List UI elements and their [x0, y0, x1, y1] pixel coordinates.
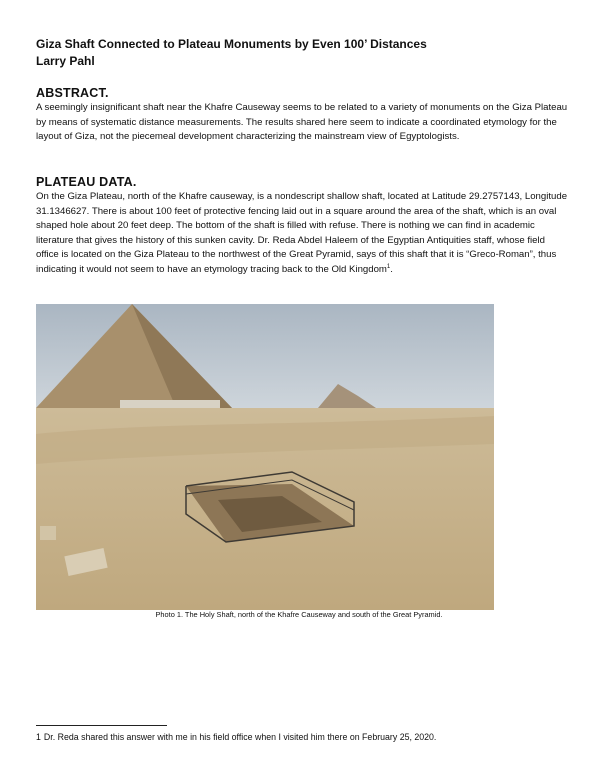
paper-title: Giza Shaft Connected to Plateau Monuments by Even 100’ Distances: [36, 37, 427, 51]
photo-illustration: [36, 304, 494, 610]
abstract-heading: ABSTRACT.: [36, 86, 109, 100]
abstract-text: A seemingly insignificant shaft near the Khafre Causeway seems to be related to a variety of monuments on the Giza Plateau by means of systematic distance measurements. The results shared here seem to indicate a coordinated etymology for the layout of Giza, not the piecemeal development characterizing the mainstream view of Egyptologists.: [36, 102, 568, 143]
footnote-divider: [36, 725, 167, 726]
photo-caption: Photo 1. The Holy Shaft, north of the Khafre Causeway and south of the Great Pyramid.: [155, 610, 443, 619]
plateau-data-end: .: [390, 263, 393, 275]
footnote-text: Dr. Reda shared this answer with me in his field office when I visited him there on February 25, 2020.: [43, 732, 437, 742]
stone-block-2: [40, 526, 56, 540]
holy-shaft-photo: [36, 304, 494, 610]
footnote-reference[interactable]: 1: [386, 263, 391, 270]
plateau-data-heading: PLATEAU DATA.: [36, 175, 137, 189]
plateau-data-text: [36, 190, 568, 278]
distant-building: [120, 400, 220, 408]
plateau-data-body: On the Giza Plateau, north of the Khafre causeway, is a nondescript shallow shaft, located at Latitude 29.2757143, Longitude 31.1346627. There is about 100 feet of protective fencing laid out in a square around the area of the shaft, which is an oval shaped hole about 20 feet deep. The bottom of the shaft is filled with refuse. There is nothing we can find in academic literature that gives the history of this sunken cavity. Dr. Reda Abdel Haleem of the Egyptian Antiquities staff, whose field office is located on the Giza Plateau to the northwest of the Great Pyramid, says of this shaft that it is “Greco-Roman”, thus indicating it would not seem to have an etymology tracing back to the Old Kingdom: [36, 191, 568, 275]
footnote-number: 1: [36, 732, 41, 742]
paper-author: Larry Pahl: [36, 54, 95, 68]
footnote: [36, 732, 436, 742]
